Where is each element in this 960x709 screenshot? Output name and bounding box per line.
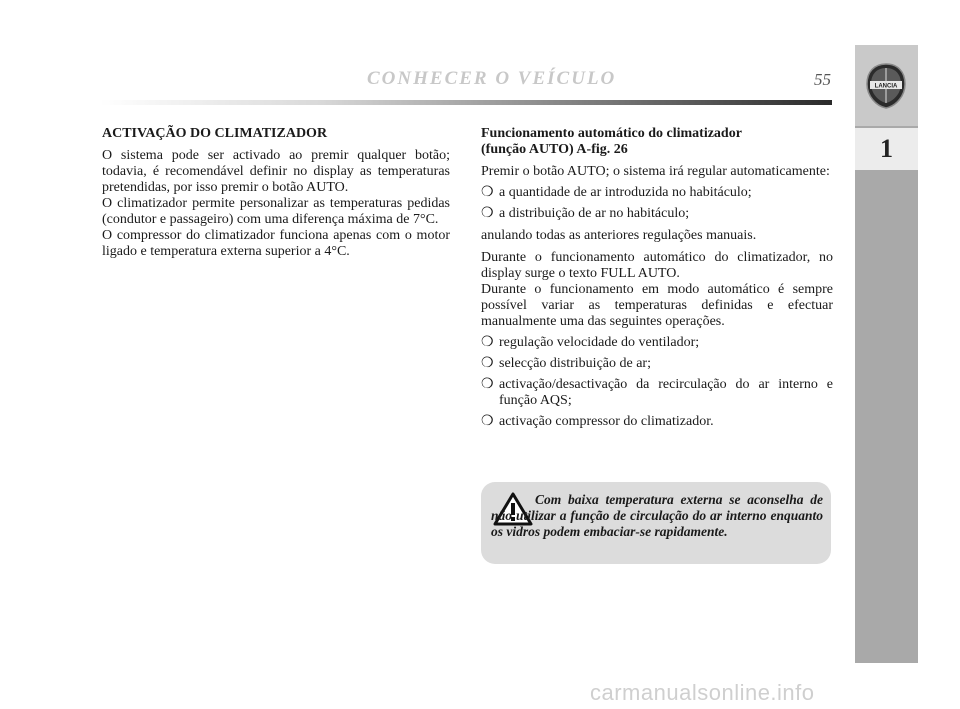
left-column [102,126,450,260]
bullet-icon: ❍ [481,414,494,429]
paragraph: O sistema pode ser activado ao premir qualquer botão; todavia, é recomendável definir no display as temperaturas pretendidas, por isso premir o botão AUTO. [102,148,450,195]
list-item [481,356,833,372]
paragraph: Premir o botão AUTO; o sistema irá regular automaticamente: [481,164,830,179]
paragraph: Durante o funcionamento automático do climatizador, no display surge o texto FULL AUTO. [481,250,833,281]
page-title: CONHECER O VEÍCULO [367,68,617,89]
warning-text: Com baixa temperatura externa se aconselha de não utilizar a função de circulação do ar interno enquanto os vidros podem embaciar-se rapidamente. [491,492,823,539]
list-item-text: activação compressor do climatizador. [499,414,714,429]
page-number: 55 [814,70,831,89]
bullet-icon: ❍ [481,356,494,371]
list-item [481,206,833,222]
bullet-icon: ❍ [481,377,494,392]
lancia-logo-icon [864,62,908,110]
list-item [481,185,833,201]
list-item [481,335,833,351]
section-heading [481,126,833,158]
list-item-text: a distribuição de ar no habitáculo; [499,206,690,221]
list-item-text: selecção distribuição de ar; [499,356,651,371]
list-item [481,414,833,430]
list-item-text: activação/desactivação da recirculação do ar interno e função AQS; [499,377,833,408]
paragraph: Durante o funcionamento em modo automático é sempre possível variar as temperaturas definidas e efectuar manualmente uma das seguintes operações. [481,282,833,329]
list-item-text: a quantidade de ar introduzida no habitáculo; [499,185,752,200]
header-rule [100,100,832,105]
heading-line: Funcionamento automático do climatizador [481,126,742,141]
list-item [481,377,833,409]
heading-line: (função AUTO) A-fig. 26 [481,142,628,157]
logo-text: LANCIA [874,83,898,90]
section-heading: ACTIVAÇÃO DO CLIMATIZADOR [102,126,328,141]
chapter-number: 1 [855,128,918,170]
bullet-icon: ❍ [481,335,494,350]
list-item-text: regulação velocidade do ventilador; [499,335,700,350]
paragraph: O climatizador permite personalizar as temperaturas pedidas (condutor e passageiro) com uma diferença máxima de 7°C. [102,196,450,227]
paragraph: O compressor do climatizador funciona apenas com o motor ligado e temperatura externa superior a 4°C. [102,228,450,259]
paragraph: anulando todas as anteriores regulações manuais. [481,228,757,243]
warning-box [481,482,831,564]
watermark: carmanualsonline.info [590,680,815,705]
bullet-icon: ❍ [481,185,494,200]
right-column [481,126,833,430]
bullet-icon: ❍ [481,206,494,221]
